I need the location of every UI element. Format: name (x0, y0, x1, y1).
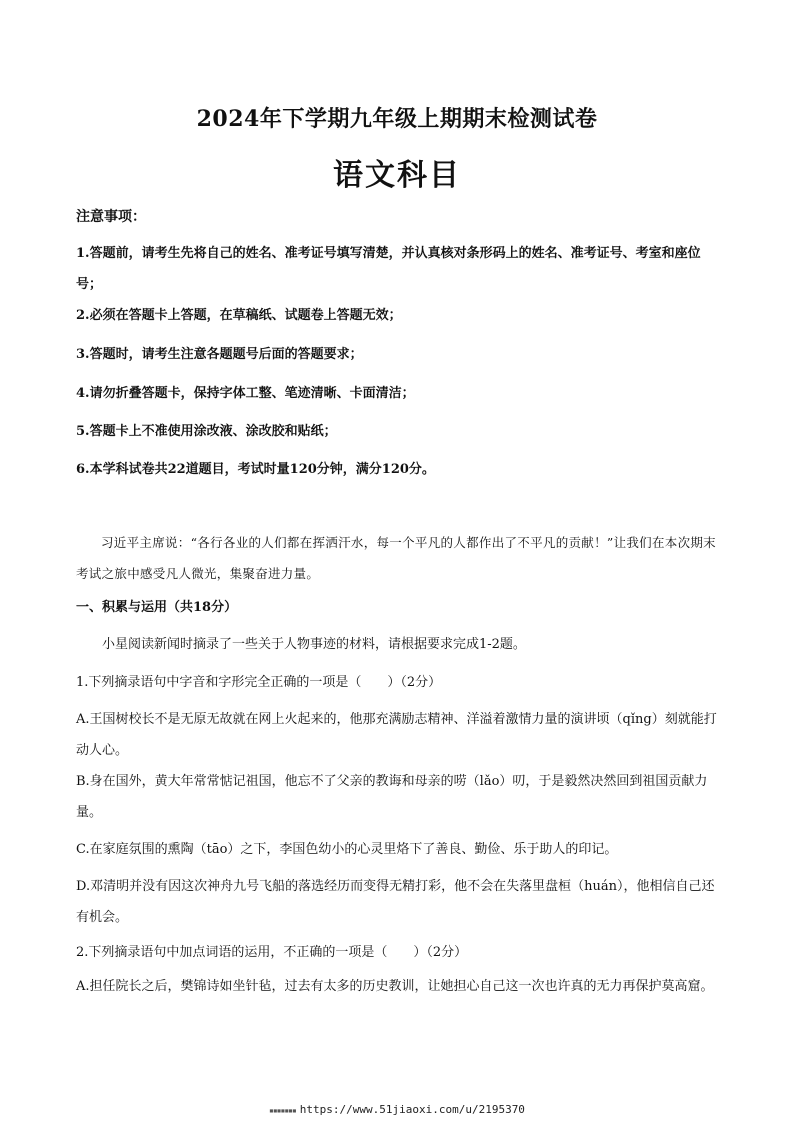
exam-title: 2024年下学期九年级上期期末检测试卷 (196, 106, 598, 132)
note-item-1: 1.答题前，请考生先将自己的姓名、准考证号填写清楚，并认真核对条形码上的姓名、准考证号、考室和座位号； (76, 246, 701, 292)
opening-quote: 习近平主席说：“各行各业的人们都在挥洒汗水，每一个平凡的人都作出了不平凡的贡献！”让我们在本次期末考试之旅中感受凡人微光，集聚奋进力量。 (76, 535, 716, 581)
note-item-6: 6.本学科试卷共22道题目，考试时量120分钟，满分120分。 (76, 462, 435, 477)
section-intro: 小星阅读新闻时摘录了一些关于人物事迹的材料，请根据要求完成1-2题。 (102, 637, 526, 652)
footer-logo-mark: ▪▪▪▪▪▪▪ (269, 1106, 296, 1115)
subject-title: 语文科目 (333, 158, 461, 193)
question-1-stem: 1.下列摘录语句中字音和字形完全正确的一项是（ ）（2分） (76, 675, 442, 690)
question-1-option-b: B.身在国外，黄大年常常惦记祖国，他忘不了父亲的教诲和母亲的唠（lǎo）叨，于是毅然决然回到祖国贡献力量。 (76, 774, 708, 820)
question-1-option-d: D.邓清明并没有因这次神舟九号飞船的落选经历而变得无精打彩，他不会在失落里盘桓（huán），他相信自己还有机会。 (76, 879, 715, 925)
notes-heading: 注意事项： (76, 209, 146, 225)
question-2-option-a: A.担任院长之后，樊锦诗如坐针毡，过去有太多的历史教训，让她担心自己这一次也许真的无力再保护莫高窟。 (76, 979, 714, 994)
page-footer (0, 1103, 794, 1116)
question-1-option-c: C.在家庭氛围的熏陶（tāo）之下，李国色幼小的心灵里烙下了善良、勤俭、乐于助人的印记。 (76, 842, 618, 857)
footer-url[interactable]: https://www.51jiaoxi.com/u/2195370 (299, 1103, 525, 1116)
question-2-stem: 2.下列摘录语句中加点词语的运用，不正确的一项是（ ）（2分） (76, 945, 468, 960)
note-item-4: 4.请勿折叠答题卡，保持字体工整、笔迹清晰、卡面清洁； (76, 386, 415, 401)
question-1-option-a: A.王国树校长不是无原无故就在网上火起来的，他那充满励志精神、洋溢着激情力量的演讲顷（qǐng）刻就能打动人心。 (76, 712, 717, 758)
section-heading: 一、积累与运用（共18分） (76, 600, 238, 615)
note-item-5: 5.答题卡上不准使用涂改液、涂改胶和贴纸； (76, 424, 337, 439)
note-item-2: 2.必须在答题卡上答题，在草稿纸、试题卷上答题无效； (76, 308, 402, 323)
note-item-3: 3.答题时，请考生注意各题题号后面的答题要求； (76, 347, 363, 362)
